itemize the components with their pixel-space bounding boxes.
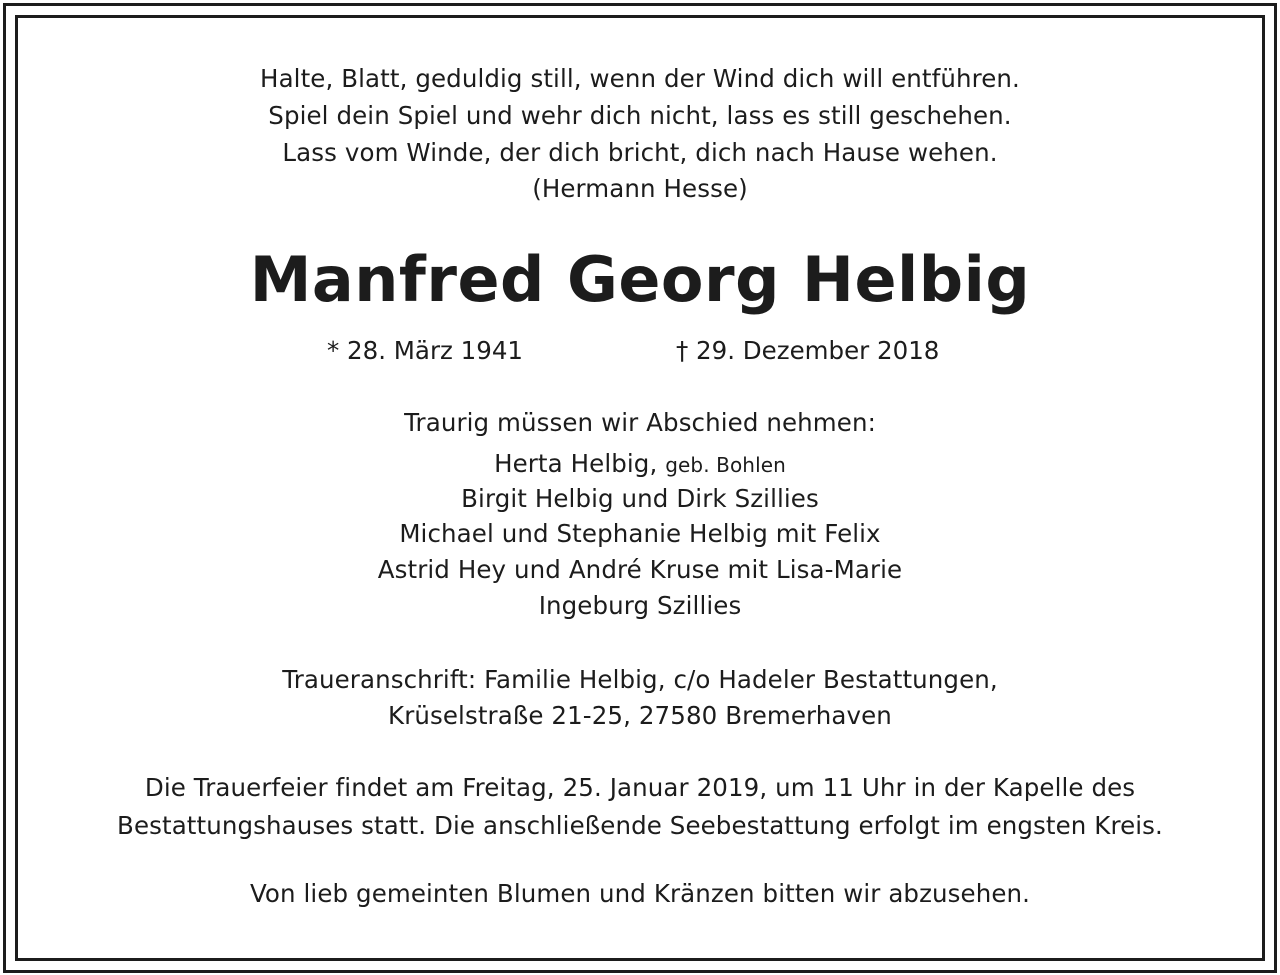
address-line-1: Traueranschrift: Familie Helbig, c/o Hadeler Bestattungen, <box>282 665 998 694</box>
ceremony-line-1: Die Trauerfeier findet am Freitag, 25. Januar 2019, um 11 Uhr in der Kapelle des <box>144 773 1136 802</box>
mourner-2: Birgit Helbig und Dirk Szillies <box>461 484 819 513</box>
deceased-name: Manfred Georg Helbig <box>249 243 1031 316</box>
mourner-5: Ingeburg Szillies <box>538 591 742 620</box>
poem-line-3: Lass vom Winde, der dich bricht, dich nach Hause wehen. <box>282 138 998 167</box>
mourner-3: Michael und Stephanie Helbig mit Felix <box>399 519 881 548</box>
death-date: † 29. Dezember 2018 <box>676 336 940 365</box>
poem-author: (Hermann Hesse) <box>532 174 748 203</box>
mourner-4: Astrid Hey und André Kruse mit Lisa-Marie <box>377 555 903 584</box>
address-line-2: Krüselstraße 21-25, 27580 Bremerhaven <box>388 701 892 730</box>
mourners-intro: Traurig müssen wir Abschied nehmen: <box>404 408 876 437</box>
ceremony-line-2: Bestattungshauses statt. Die anschließende Seebestattung erfolgt im engsten Kreis. <box>117 811 1163 840</box>
mourner-1-note: geb. Bohlen <box>665 453 786 477</box>
closing-note: Von lieb gemeinten Blumen und Kränzen bitten wir abzusehen. <box>249 879 1031 908</box>
mourner-1 <box>40 449 1240 480</box>
mourner-1-name: Herta Helbig, <box>494 449 658 478</box>
poem-line-1: Halte, Blatt, geduldig still, wenn der Wind dich will entführen. <box>260 64 1020 93</box>
birth-date: * 28. März 1941 <box>327 336 524 365</box>
poem-line-2: Spiel dein Spiel und wehr dich nicht, lass es still geschehen. <box>268 101 1012 130</box>
